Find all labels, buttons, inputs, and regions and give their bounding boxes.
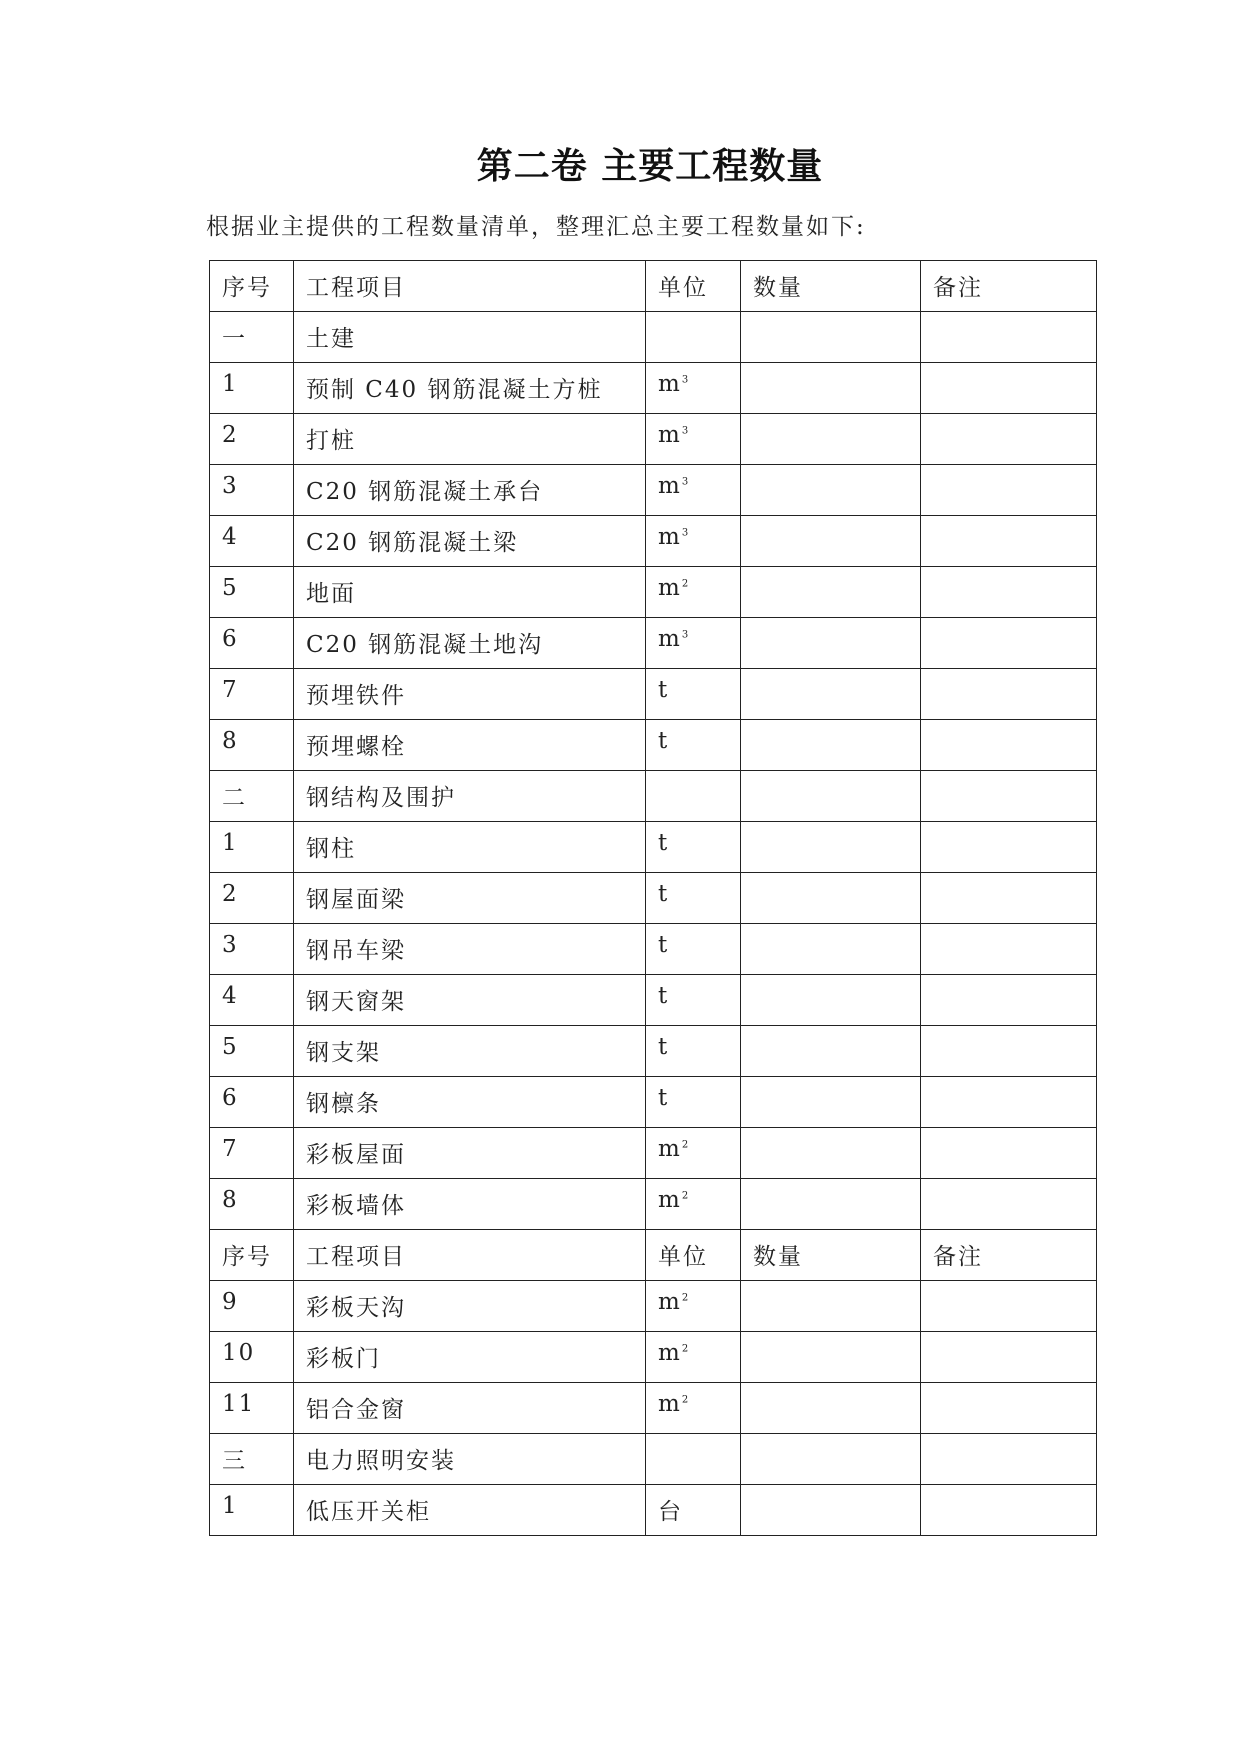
unit-text: m: [658, 1391, 682, 1417]
table-section-row: [210, 771, 1097, 822]
unit-cell: [646, 771, 741, 822]
quantity-cell: [741, 567, 921, 618]
unit-text: m: [658, 1136, 682, 1162]
item-name-cell: 低压开关柜: [294, 1485, 646, 1536]
item-name-cell: 铝合金窗: [294, 1383, 646, 1434]
note-cell: [921, 873, 1097, 924]
item-name-cell: 工程项目: [294, 1230, 646, 1281]
quantity-cell: [741, 669, 921, 720]
quantity-header-cell: 数量: [741, 1230, 921, 1281]
row-number-cell: 8: [210, 720, 294, 771]
table-row: [210, 1383, 1097, 1434]
row-number-cell: 8: [210, 1179, 294, 1230]
unit-exponent: 3: [681, 527, 691, 539]
row-number-cell: 7: [210, 669, 294, 720]
row-number-cell: 1: [210, 822, 294, 873]
note-cell: [921, 363, 1097, 414]
unit-exponent: 2: [681, 1139, 691, 1151]
row-number-cell: 1: [210, 363, 294, 414]
note-cell: [921, 1281, 1097, 1332]
row-number-cell: 三: [210, 1434, 294, 1485]
quantity-cell: [741, 1434, 921, 1485]
unit-cell: [646, 312, 741, 363]
quantity-cell: [741, 1026, 921, 1077]
row-number-cell: 3: [210, 465, 294, 516]
note-cell: [921, 975, 1097, 1026]
unit-cell: [646, 1179, 741, 1230]
row-number-cell: 6: [210, 618, 294, 669]
unit-exponent: 2: [681, 578, 691, 590]
unit-text: t: [658, 983, 670, 1009]
table-row: [210, 1281, 1097, 1332]
unit-cell: [646, 1434, 741, 1485]
quantity-table: [209, 260, 1097, 1536]
unit-cell: [646, 669, 741, 720]
note-cell: [921, 1026, 1097, 1077]
table-row: [210, 1332, 1097, 1383]
item-name-cell: 地面: [294, 567, 646, 618]
note-cell: [921, 567, 1097, 618]
unit-exponent: 2: [681, 1394, 691, 1406]
quantity-header-cell: 数量: [741, 261, 921, 312]
table-header-row: [210, 261, 1097, 312]
table-row: [210, 873, 1097, 924]
item-name-cell: 预埋铁件: [294, 669, 646, 720]
unit-text: t: [658, 1034, 670, 1060]
note-cell: [921, 669, 1097, 720]
unit-exponent: 3: [681, 629, 691, 641]
table-row: [210, 567, 1097, 618]
unit-cell: [646, 1383, 741, 1434]
quantity-cell: [741, 720, 921, 771]
row-number-cell: 6: [210, 1077, 294, 1128]
unit-cell: [646, 873, 741, 924]
row-number-cell: 2: [210, 873, 294, 924]
unit-text: m: [658, 524, 682, 550]
row-number-cell: 9: [210, 1281, 294, 1332]
table-row: [210, 720, 1097, 771]
quantity-cell: [741, 1179, 921, 1230]
row-number-cell: 3: [210, 924, 294, 975]
quantity-cell: [741, 771, 921, 822]
note-cell: [921, 1434, 1097, 1485]
table-row: [210, 618, 1097, 669]
quantity-cell: [741, 873, 921, 924]
quantity-cell: [741, 414, 921, 465]
item-name-cell: 钢屋面梁: [294, 873, 646, 924]
note-cell: [921, 1383, 1097, 1434]
quantity-cell: [741, 975, 921, 1026]
table-row: [210, 669, 1097, 720]
note-cell: [921, 771, 1097, 822]
row-number-cell: 序号: [210, 261, 294, 312]
unit-cell: [646, 465, 741, 516]
unit-text: m: [658, 1187, 682, 1213]
table-row: [210, 975, 1097, 1026]
unit-exponent: 3: [681, 476, 691, 488]
table-section-row: [210, 312, 1097, 363]
item-name-cell: 预埋螺栓: [294, 720, 646, 771]
unit-text: m: [658, 422, 682, 448]
unit-text: m: [658, 371, 682, 397]
unit-exponent: 2: [681, 1190, 691, 1202]
note-cell: [921, 312, 1097, 363]
unit-text: m: [658, 1289, 682, 1315]
unit-cell: [646, 1026, 741, 1077]
note-cell: [921, 1179, 1097, 1230]
item-name-cell: 彩板屋面: [294, 1128, 646, 1179]
note-cell: [921, 1077, 1097, 1128]
unit-exponent: 3: [681, 425, 691, 437]
row-number-cell: 一: [210, 312, 294, 363]
quantity-cell: [741, 1485, 921, 1536]
table-row: [210, 1128, 1097, 1179]
quantity-cell: [741, 516, 921, 567]
unit-cell: [646, 924, 741, 975]
quantity-cell: [741, 1332, 921, 1383]
unit-cell: [646, 822, 741, 873]
item-name-cell: 钢檩条: [294, 1077, 646, 1128]
item-name-cell: 钢支架: [294, 1026, 646, 1077]
unit-text: t: [658, 1085, 670, 1111]
unit-cell: [646, 516, 741, 567]
quantity-cell: [741, 465, 921, 516]
unit-text: m: [658, 626, 682, 652]
note-cell: [921, 618, 1097, 669]
table-row: [210, 1179, 1097, 1230]
row-number-cell: 4: [210, 975, 294, 1026]
row-number-cell: 5: [210, 1026, 294, 1077]
table-row: [210, 1026, 1097, 1077]
note-cell: [921, 720, 1097, 771]
table-section-row: [210, 1434, 1097, 1485]
row-number-cell: 7: [210, 1128, 294, 1179]
note-header-cell: 备注: [921, 261, 1097, 312]
item-name-cell: 钢吊车梁: [294, 924, 646, 975]
unit-cell: [646, 363, 741, 414]
item-name-cell: 工程项目: [294, 261, 646, 312]
unit-text: t: [658, 677, 670, 703]
note-cell: [921, 1485, 1097, 1536]
quantity-cell: [741, 1383, 921, 1434]
unit-cell: [646, 1332, 741, 1383]
item-name-cell: C20 钢筋混凝土梁: [294, 516, 646, 567]
note-cell: [921, 924, 1097, 975]
note-header-cell: 备注: [921, 1230, 1097, 1281]
table-header-row: [210, 1230, 1097, 1281]
row-number-cell: 10: [210, 1332, 294, 1383]
unit-cell: [646, 414, 741, 465]
unit-text: 台: [658, 1499, 683, 1525]
item-name-cell: 钢天窗架: [294, 975, 646, 1026]
unit-text: t: [658, 830, 670, 856]
unit-exponent: 3: [681, 374, 691, 386]
item-name-cell: 钢柱: [294, 822, 646, 873]
quantity-cell: [741, 924, 921, 975]
unit-cell: [646, 1485, 741, 1536]
item-name-cell: C20 钢筋混凝土地沟: [294, 618, 646, 669]
note-cell: [921, 465, 1097, 516]
item-name-cell: C20 钢筋混凝土承台: [294, 465, 646, 516]
row-number-cell: 4: [210, 516, 294, 567]
table-row: [210, 465, 1097, 516]
item-name-cell: 土建: [294, 312, 646, 363]
unit-text: m: [658, 1340, 682, 1366]
quantity-cell: [741, 1128, 921, 1179]
table-row: [210, 516, 1097, 567]
unit-text: m: [658, 575, 682, 601]
quantity-cell: [741, 1077, 921, 1128]
table-row: [210, 414, 1097, 465]
note-cell: [921, 414, 1097, 465]
note-cell: [921, 1128, 1097, 1179]
unit-exponent: 2: [681, 1292, 691, 1304]
table-row: [210, 822, 1097, 873]
row-number-cell: 5: [210, 567, 294, 618]
unit-cell: [646, 1128, 741, 1179]
unit-text: t: [658, 932, 670, 958]
quantity-cell: [741, 1281, 921, 1332]
unit-cell: [646, 975, 741, 1026]
item-name-cell: 预制 C40 钢筋混凝土方桩: [294, 363, 646, 414]
note-cell: [921, 822, 1097, 873]
item-name-cell: 彩板墙体: [294, 1179, 646, 1230]
unit-text: t: [658, 881, 670, 907]
item-name-cell: 彩板天沟: [294, 1281, 646, 1332]
unit-cell: [646, 1281, 741, 1332]
unit-header-cell: 单位: [646, 261, 741, 312]
intro-paragraph: 根据业主提供的工程数量清单，整理汇总主要工程数量如下:: [206, 214, 866, 240]
table-row: [210, 1485, 1097, 1536]
unit-cell: [646, 567, 741, 618]
document-title: 第二卷 主要工程数量: [476, 146, 824, 187]
item-name-cell: 打桩: [294, 414, 646, 465]
quantity-cell: [741, 312, 921, 363]
unit-cell: [646, 1077, 741, 1128]
unit-exponent: 2: [681, 1343, 691, 1355]
table-row: [210, 363, 1097, 414]
row-number-cell: 1: [210, 1485, 294, 1536]
note-cell: [921, 1332, 1097, 1383]
quantity-cell: [741, 618, 921, 669]
unit-cell: [646, 618, 741, 669]
table-row: [210, 1077, 1097, 1128]
unit-text: m: [658, 473, 682, 499]
row-number-cell: 2: [210, 414, 294, 465]
row-number-cell: 11: [210, 1383, 294, 1434]
quantity-cell: [741, 822, 921, 873]
item-name-cell: 电力照明安装: [294, 1434, 646, 1485]
item-name-cell: 彩板门: [294, 1332, 646, 1383]
quantity-cell: [741, 363, 921, 414]
quantity-table-body: [210, 261, 1097, 1536]
row-number-cell: 二: [210, 771, 294, 822]
item-name-cell: 钢结构及围护: [294, 771, 646, 822]
table-row: [210, 924, 1097, 975]
unit-header-cell: 单位: [646, 1230, 741, 1281]
unit-cell: [646, 720, 741, 771]
note-cell: [921, 516, 1097, 567]
unit-text: t: [658, 728, 670, 754]
row-number-cell: 序号: [210, 1230, 294, 1281]
